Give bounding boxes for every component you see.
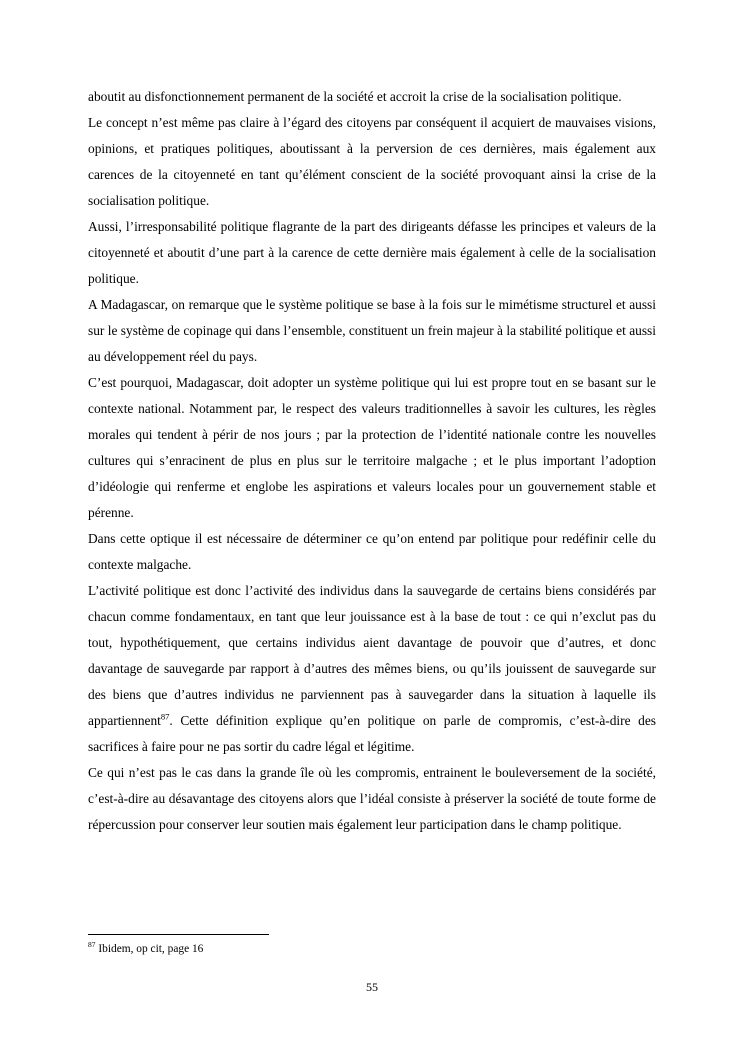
paragraph-6: Dans cette optique il est nécessaire de déterminer ce qu’on entend par politique pour redéfinir celle du contexte malgache. [88,531,656,572]
paragraph-8: Ce qui n’est pas le cas dans la grande île où les compromis, entrainent le bouleversement de la société, c’est-à-dire au désavantage des citoyens alors que l’idéal consiste à préserver la société de toute forme de répercussion pour conserver leur soutien mais également leur participation dans le champ politique. [88,765,656,832]
footnote-number: 87 [88,940,96,950]
paragraph-4: A Madagascar, on remarque que le système politique se base à la fois sur le mimétisme structurel et aussi sur le système de copinage qui dans l’ensemble, constituent un frein majeur à la stabilité politique et aussi au développement réel du pays. [88,297,656,364]
paragraph-2: Le concept n’est même pas claire à l’égard des citoyens par conséquent il acquiert de mauvaises visions, opinions, et pratiques politiques, aboutissant à la perversion de ces dernières, mais également aux carences de la citoyenneté en tant qu’élément conscient de la société provoquant ainsi la crise de la socialisation politique. [88,115,656,208]
paragraph-1: aboutit au disfonctionnement permanent de la société et accroit la crise de la socialisation politique. [88,89,622,104]
paragraph-7-text-before-note: L’activité politique est donc l’activité des individus dans la sauvegarde de certains biens considérés par chacun comme fondamentaux, en tant que leur jouissance est à la base de tout : ce qui n’exclut pas du tout, hypothétiquement, que certains individus aient davantage de pouvoir que d’autres, et donc davantage de sauvegarde par rapport à d’autres des mêmes biens, ou qu’ils jouissent de sauvegarde sur des biens que d’autres individus ne parviennent pas à sauvegarder dans la situation à laquelle ils appartiennent [88,583,656,728]
footnote-text: Ibidem, op cit, page 16 [95,943,204,955]
paragraph-5: C’est pourquoi, Madagascar, doit adopter un système politique qui lui est propre tout en se basant sur le contexte national. Notamment par, le respect des valeurs traditionnelles à savoir les cultures, les règles morales qui tendent à périr de nos jours ; par la protection de l’identité nationale contre les nouvelles cultures qui s’enracinent de plus en plus sur le territoire malgache ; et le plus important l’adoption d’idéologie qui renferme et englobe les aspirations et valeurs locales pour un gouvernement stable et pérenne. [88,375,656,520]
paragraph-7-text-after-note: . Cette définition explique qu’en politique on parle de compromis, c’est-à-dire des sacrifices à faire pour ne pas sortir du cadre légal et légitime. [88,713,656,754]
footnote [88,941,656,957]
footnote-reference[interactable]: 87 [160,711,170,722]
body-text [88,84,656,838]
page-number: 55 [366,980,378,994]
paragraph-7 [88,578,656,760]
footnote-separator [88,934,269,935]
paragraph-3: Aussi, l’irresponsabilité politique flagrante de la part des dirigeants défasse les principes et valeurs de la citoyenneté et aboutit d’une part à la carence de cette dernière mais également à celle de la socialisation politique. [88,219,656,286]
